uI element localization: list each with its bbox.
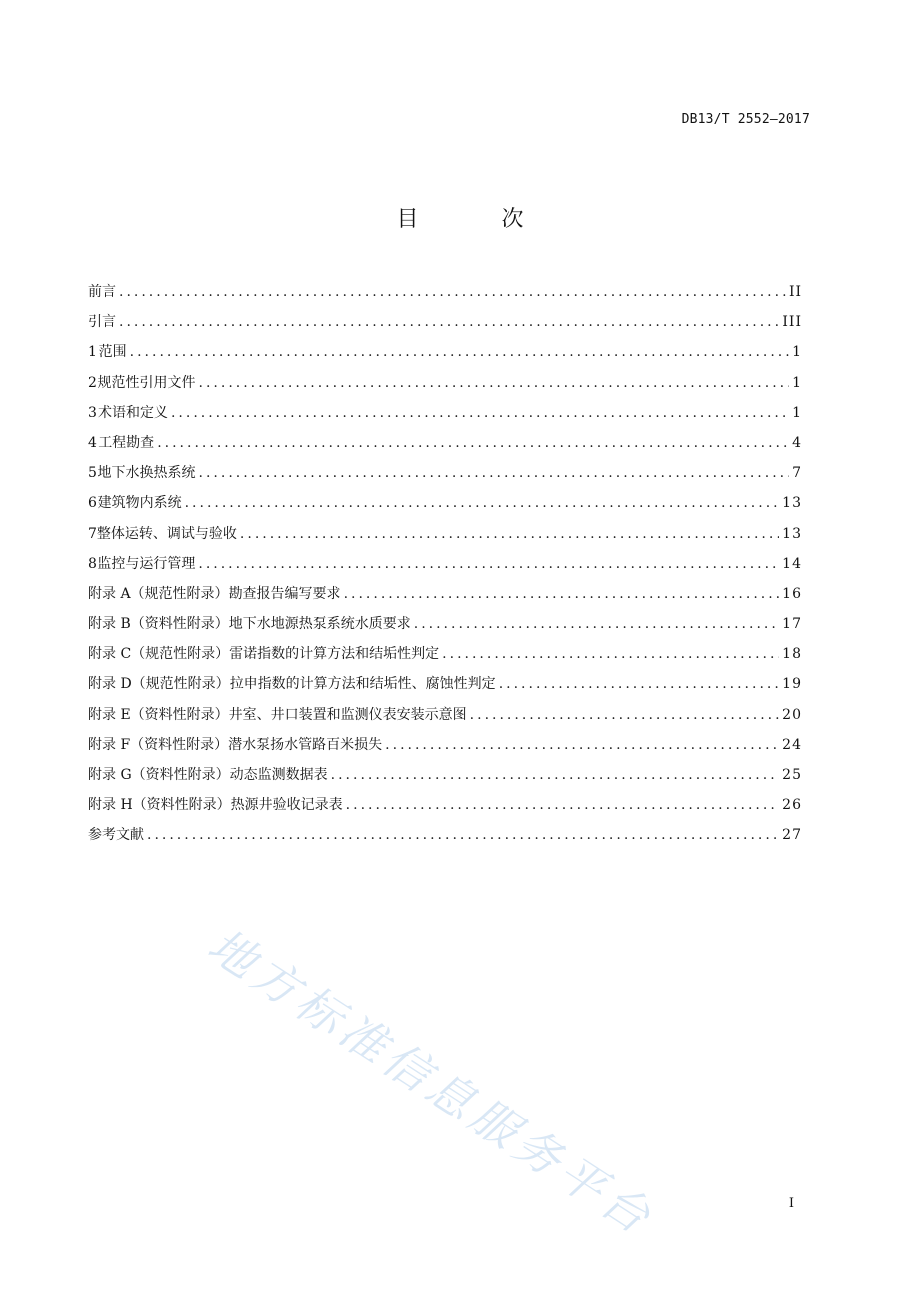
toc-entry-page: 24 bbox=[782, 736, 802, 753]
toc-entry-title: 范围 bbox=[98, 344, 127, 361]
toc-entry-page: 13 bbox=[782, 495, 802, 512]
toc-entry-5[interactable] bbox=[88, 458, 802, 488]
appendix-title: 井室、井口装置和监测仪表安装示意图 bbox=[228, 706, 467, 723]
toc-entry-1[interactable] bbox=[88, 337, 802, 367]
appendix-label: 附录 B（资料性附录） bbox=[88, 616, 229, 633]
toc-appendix-b[interactable] bbox=[88, 609, 802, 639]
dot-leader bbox=[171, 398, 789, 428]
toc-entry-title: 前言 bbox=[88, 284, 116, 300]
dot-leader bbox=[147, 820, 779, 850]
toc-entry-references[interactable] bbox=[88, 820, 802, 850]
toc-entry-page: 1 bbox=[792, 374, 802, 391]
toc-appendix-a[interactable] bbox=[88, 579, 802, 609]
appendix-title: 动态监测数据表 bbox=[229, 767, 328, 783]
appendix-title: 潜水泵扬水管路百米损失 bbox=[228, 736, 383, 753]
appendix-label: 附录 H（资料性附录） bbox=[88, 797, 231, 814]
appendix-label: 附录 F（资料性附录） bbox=[88, 736, 229, 753]
toc-entry-page: 20 bbox=[782, 706, 802, 723]
appendix-title: 勘查报告编写要求 bbox=[228, 585, 341, 602]
toc-entry-number: 3 bbox=[88, 404, 97, 421]
toc-appendix-f[interactable] bbox=[88, 730, 802, 760]
appendix-title: 地下水地源热泵系统水质要求 bbox=[228, 616, 411, 633]
dot-leader bbox=[199, 458, 790, 488]
toc-entry-7[interactable] bbox=[88, 519, 802, 549]
toc-entry-6[interactable] bbox=[88, 488, 802, 518]
toc-entry-page: 14 bbox=[782, 555, 802, 572]
toc-entry-4[interactable] bbox=[88, 428, 802, 458]
toc-entry-page: 13 bbox=[782, 525, 802, 542]
toc-entry-number: 6 bbox=[88, 495, 97, 512]
dot-leader bbox=[198, 549, 779, 579]
watermark: 地方标准信息服务平台 bbox=[198, 917, 665, 1247]
dot-leader bbox=[385, 730, 779, 760]
dot-leader bbox=[119, 277, 786, 307]
dot-leader bbox=[130, 337, 789, 367]
toc-entry-title: 规范性引用文件 bbox=[97, 374, 196, 391]
table-of-contents bbox=[88, 277, 802, 851]
toc-appendix-g[interactable] bbox=[88, 760, 802, 790]
toc-appendix-d[interactable] bbox=[88, 669, 802, 699]
appendix-title: 拉申指数的计算方法和结垢性、腐蚀性判定 bbox=[229, 676, 496, 693]
dot-leader bbox=[344, 579, 780, 609]
toc-entry-page: II bbox=[788, 284, 802, 300]
toc-entry-page: 18 bbox=[782, 646, 802, 663]
toc-entry-title: 参考文献 bbox=[88, 827, 144, 844]
dot-leader bbox=[185, 488, 780, 518]
dot-leader bbox=[199, 368, 790, 398]
toc-entry-number: 2 bbox=[88, 374, 97, 391]
appendix-label: 附录 A（规范性附录） bbox=[88, 585, 229, 602]
toc-entry-8[interactable] bbox=[88, 549, 802, 579]
toc-entry-introduction[interactable] bbox=[88, 307, 802, 337]
dot-leader bbox=[346, 790, 780, 820]
toc-entry-number: 7 bbox=[88, 525, 97, 542]
appendix-label: 附录 E（资料性附录） bbox=[88, 706, 229, 723]
toc-entry-page: 1 bbox=[792, 344, 802, 361]
toc-entry-title: 引言 bbox=[88, 314, 116, 331]
toc-entry-number: 8 bbox=[88, 555, 97, 572]
appendix-title: 热源井验收记录表 bbox=[230, 797, 343, 814]
toc-entry-title: 建筑物内系统 bbox=[97, 495, 182, 512]
appendix-title: 雷诺指数的计算方法和结垢性判定 bbox=[229, 646, 440, 663]
toc-entry-page: III bbox=[782, 314, 802, 331]
toc-entry-page: 16 bbox=[782, 585, 802, 602]
toc-entry-title: 工程勘查 bbox=[98, 434, 155, 451]
standard-code: DB13/T 2552—2017 bbox=[681, 112, 810, 127]
toc-entry-2[interactable] bbox=[88, 368, 802, 398]
appendix-label: 附录 C（规范性附录） bbox=[88, 646, 230, 663]
toc-entry-page: 4 bbox=[792, 434, 802, 451]
toc-entry-number: 4 bbox=[88, 434, 97, 451]
toc-appendix-e[interactable] bbox=[88, 700, 802, 730]
appendix-label: 附录 G（资料性附录） bbox=[88, 767, 230, 783]
toc-entry-title: 地下水换热系统 bbox=[97, 465, 196, 482]
dot-leader bbox=[499, 669, 779, 699]
toc-entry-page: 25 bbox=[782, 767, 802, 783]
toc-entry-foreword[interactable] bbox=[88, 277, 802, 307]
toc-entry-page: 7 bbox=[792, 465, 802, 482]
toc-entry-title: 术语和定义 bbox=[97, 404, 168, 421]
toc-appendix-c[interactable] bbox=[88, 639, 802, 669]
dot-leader bbox=[414, 609, 779, 639]
toc-entry-title: 整体运转、调试与验收 bbox=[96, 525, 237, 542]
toc-entry-3[interactable] bbox=[88, 398, 802, 428]
toc-entry-number: 1 bbox=[88, 344, 97, 361]
toc-entry-page: 26 bbox=[782, 797, 802, 814]
dot-leader bbox=[470, 700, 780, 730]
toc-entry-page: 17 bbox=[782, 616, 802, 633]
toc-entry-number: 5 bbox=[88, 465, 97, 482]
appendix-label: 附录 D（规范性附录） bbox=[88, 676, 230, 693]
page-title: 目 次 bbox=[396, 207, 562, 232]
toc-entry-title: 监控与运行管理 bbox=[97, 555, 196, 572]
dot-leader bbox=[331, 760, 780, 790]
dot-leader bbox=[119, 307, 779, 337]
toc-entry-page: 27 bbox=[782, 827, 802, 844]
dot-leader bbox=[240, 519, 779, 549]
toc-entry-page: 19 bbox=[782, 676, 802, 693]
dot-leader bbox=[157, 428, 789, 458]
dot-leader bbox=[442, 639, 779, 669]
toc-entry-page: 1 bbox=[792, 404, 802, 421]
toc-appendix-h[interactable] bbox=[88, 790, 802, 820]
page-number: I bbox=[788, 1196, 794, 1211]
